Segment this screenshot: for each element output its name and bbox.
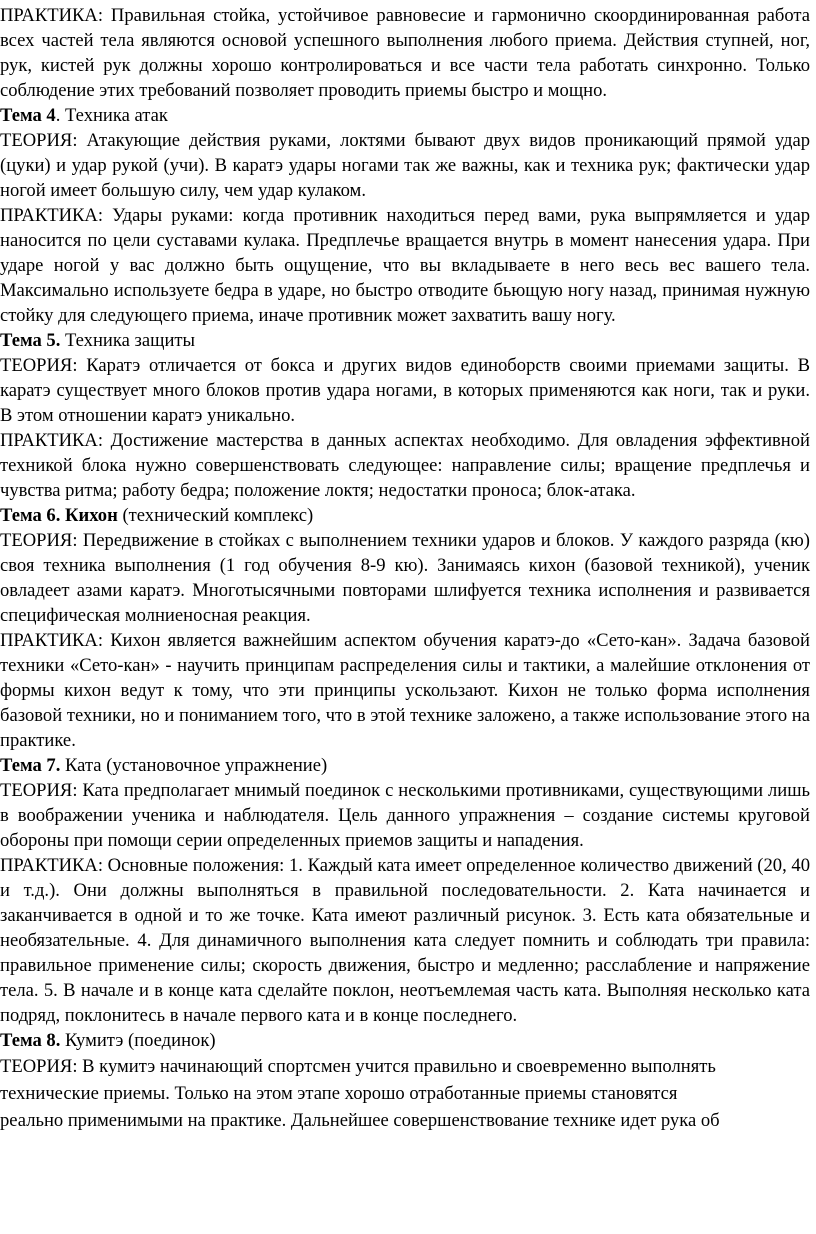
topic-8-label: Тема 8.: [0, 1030, 61, 1051]
topic-7-theory: ТЕОРИЯ: Ката предполагает мнимый поединок с несколькими противниками, существующими лишь в воображении ученика и наблюдателя. Цель данного упражнения – создание системы круговой обороны при помощи серии определенных приемов защиты и нападения.: [0, 780, 810, 851]
topic-8-theory-line-3: реально применимыми на практике. Дальнейшее совершенствование технике идет рука об: [0, 1110, 720, 1131]
topic-8-heading: [0, 1028, 810, 1053]
topic-5-heading: [0, 328, 810, 353]
topic-7-label: Тема 7.: [0, 755, 61, 776]
topic-8-title: Кумитэ (поединок): [60, 1030, 216, 1051]
topic-8-theory-line-1: ТЕОРИЯ: В кумитэ начинающий спортсмен учится правильно и своевременно выполнять: [0, 1056, 716, 1077]
topic-4-theory: ТЕОРИЯ: Атакующие действия руками, локтями бывают двух видов проникающий прямой удар (цуки) и удар рукой (учи). В каратэ удары ногами так же важны, как и техника рук; фактически удар ногой имеет большую силу, чем удар кулаком.: [0, 130, 810, 201]
topic-5-practice: ПРАКТИКА: Достижение мастерства в данных аспектах необходимо. Для овладения эффективной техникой блока нужно совершенствовать следующее: направление силы; вращение предплечья и чувства ритма; работу бедра; положение локтя; недостатки проноса; блок-атака.: [0, 430, 810, 501]
intro-practice-paragraph: ПРАКТИКА: Правильная стойка, устойчивое равновесие и гармонично скоординированная работа всех частей тела являются основой успешного выполнения любого приема. Действия ступней, ног, рук, кистей рук должны хорошо контролироваться и все части тела работать синхронно. Только соблюдение этих требований позволяет проводить приемы быстро и мощно.: [0, 5, 810, 101]
topic-6-label: Тема 6. Кихон: [0, 505, 118, 526]
topic-7-practice: ПРАКТИКА: Основные положения: 1. Каждый ката имеет определенное количество движений (20, 40 и т.д.). Они должны выполняться в правильной последовательности. 2. Ката начинается и заканчивается в одной и то же точке. Ката имеют различный рисунок. 3. Есть ката обязательные и необязательные. 4. Для динамичного выполнения ката следует помнить и соблюдать три правила: правильное применение силы; скорость движения, быстро и медленно; расслабление и напряжение тела. 5. В начале и в конце ката сделайте поклон, неотъемлемая часть ката. Выполняя несколько ката подряд, поклонитесь в начале первого ката и в конце последнего.: [0, 855, 810, 1026]
topic-6-theory: ТЕОРИЯ: Передвижение в стойках с выполнением техники ударов и блоков. У каждого разряда (кю) своя техника выполнения (1 год обучения 8-9 кю). Занимаясь кихон (базовой техникой), ученик овладеет азами каратэ. Многотысячными повторами шлифуется техника исполнения и развивается специфическая молниеносная реакция.: [0, 530, 810, 626]
topic-7-heading: [0, 753, 810, 778]
topic-6-title: (технический комплекс): [117, 505, 314, 526]
topic-4-label: Тема 4: [0, 105, 56, 126]
topic-6-practice: ПРАКТИКА: Кихон является важнейшим аспектом обучения каратэ-до «Сето-кан». Задача базовой техники «Сето-кан» - научить принципам распределения силы и тактики, а малейшие отклонения от формы кихон ведут к тому, что эти принципы ускользают. Кихон не только форма исполнения базовой техники, но и пониманием того, что в этой технике заложено, а также использование этого на практике.: [0, 630, 810, 751]
topic-7-title: Ката (установочное упражнение): [60, 755, 328, 776]
topic-4-practice: ПРАКТИКА: Удары руками: когда противник находиться перед вами, рука выпрямляется и удар наносится по цели суставами кулака. Предплечье вращается внутрь в момент нанесения удара. При ударе ногой у вас должно быть ощущение, что вы вкладываете в него весь вес вашего тела. Максимально используете бедра в ударе, но быстро отводите бьющую ногу назад, принимая нужную стойку для следующего приема, иначе противник может захватить вашу ногу.: [0, 205, 810, 326]
topic-5-theory: ТЕОРИЯ: Каратэ отличается от бокса и других видов единоборств своими приемами защиты. В каратэ существует много блоков против удара ногами, в которых применяются как ноги, так и руки. В этом отношении каратэ уникально.: [0, 355, 810, 426]
topic-5-title: Техника защиты: [60, 330, 196, 351]
topic-4-title: . Техника атак: [55, 105, 168, 126]
topic-5-label: Тема 5.: [0, 330, 61, 351]
topic-4-heading: [0, 103, 810, 128]
topic-8-theory-line-2: технические приемы. Только на этом этапе хорошо отработанные приемы становятся: [0, 1083, 678, 1104]
topic-6-heading: [0, 503, 810, 528]
